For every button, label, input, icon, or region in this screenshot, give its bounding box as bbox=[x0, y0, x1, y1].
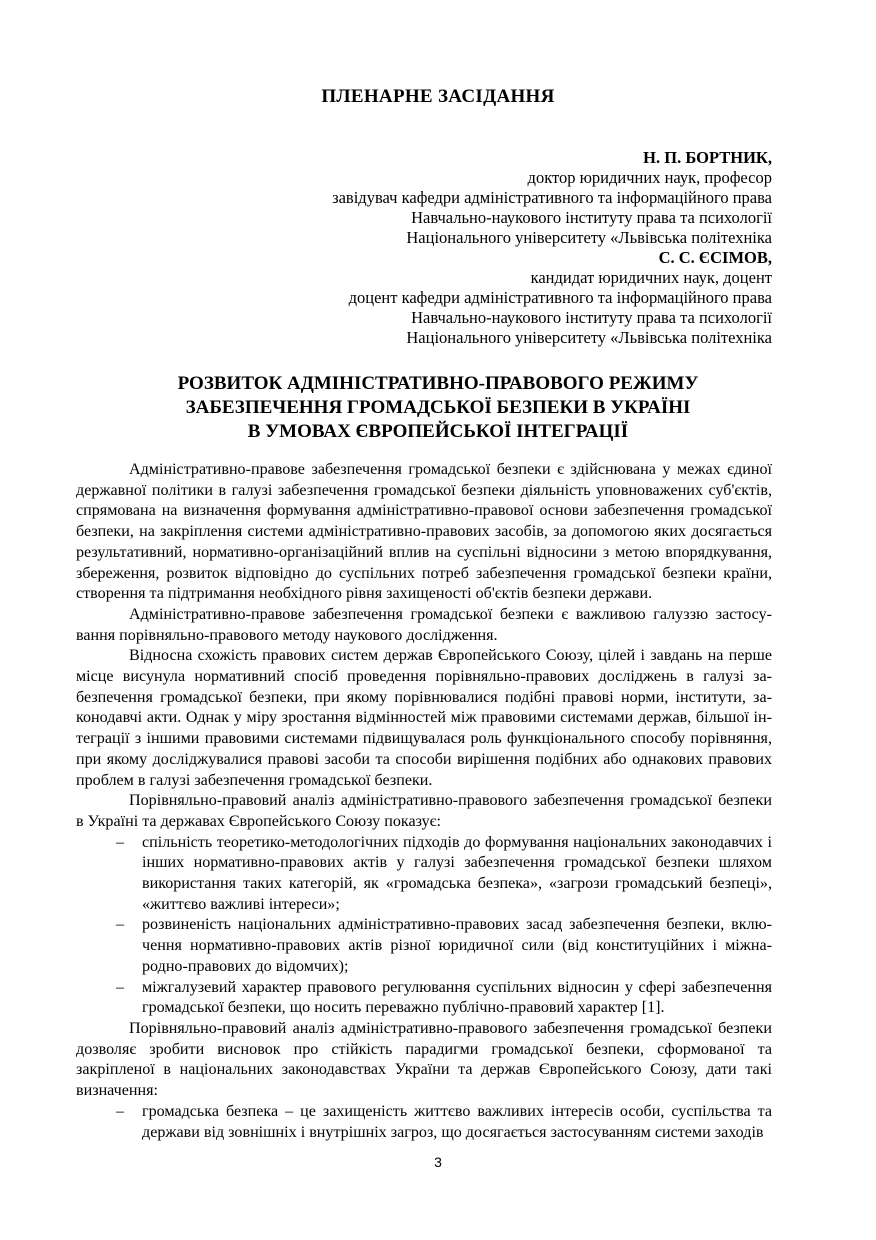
authors-block bbox=[332, 148, 772, 348]
page-number: 3 bbox=[434, 1154, 442, 1170]
dash-marker: – bbox=[116, 1102, 125, 1120]
author-affiliation-line: Національного університету «Львівська політехніка bbox=[406, 228, 772, 247]
list-item-text: громадська безпека – це захищеність життєво важливих інтересів особи, суспільства та держави від зовнішніх і внутрішніх загроз, що досягається застосуванням системи заходів bbox=[142, 1102, 772, 1141]
author-affiliation-line: доцент кафедри адміністративного та інформаційного права bbox=[348, 288, 772, 307]
author-affiliation-line: Навчально-наукового інституту права та психології bbox=[411, 208, 772, 227]
list-item bbox=[76, 833, 772, 916]
paragraph: Порівняльно-правовий аналіз адміністративно-правового забезпечення громадської безпеки в Україні та державах Європейського Союзу показує: bbox=[76, 792, 772, 830]
author-affiliation-line: завідувач кафедри адміністративного та інформаційного права bbox=[332, 188, 772, 207]
author-affiliation-line: Навчально-наукового інституту права та психології bbox=[411, 308, 772, 327]
paragraph: Адміністративно-правове забезпечення громадської безпеки є важливою галуззю застосування порівняльно-правового методу наукового дослідження. bbox=[76, 605, 772, 644]
dash-marker: – bbox=[116, 978, 125, 996]
author-name: Н. П. БОРТНИК, bbox=[643, 148, 772, 167]
bullet-list bbox=[76, 833, 772, 1019]
paper-title bbox=[0, 372, 876, 444]
author-affiliation-line: Національного університету «Львівська політехніка bbox=[406, 328, 772, 347]
body-text bbox=[76, 460, 772, 1143]
list-item bbox=[76, 978, 772, 1019]
dash-marker: – bbox=[116, 833, 125, 851]
paragraph: Відносна схожість правових систем держав Європейського Союзу, цілей і завдань на перше місце висунула нормативний спосіб проведення порівняльно-правових досліджень в галузі забезпечення громадської безпеки, при якому порівнювалися подібні правові норми, інститути, законодавчі акти. Однак у міру зростання відмінностей між правовими системами держав, більшої інтеграції з іншими правовими системами підвищувалася роль функціонального способу порівняння, при якому досліджувалися правові засоби та способи вирішення подібних або однакових правових проблем в галузі забезпечення громадської безпеки. bbox=[76, 647, 772, 789]
author-affiliation-line: кандидат юридичних наук, доцент bbox=[530, 268, 772, 287]
paper-title-line: В УМОВАХ ЄВРОПЕЙСЬКОЇ ІНТЕГРАЦІЇ bbox=[247, 421, 629, 442]
section-title: ПЛЕНАРНЕ ЗАСІДАННЯ bbox=[321, 86, 555, 107]
list-item-text: спільність теоретико-методологічних підходів до формування національних законодавчих і інших нормативно-правових актів у галузі забезпечення громадської безпеки шляхом використання таких категорій, як «громадська безпека», «загрози громадський безпеці», «життєво важливі інтереси»; bbox=[142, 833, 772, 913]
list-item bbox=[76, 1102, 772, 1143]
paper-title-line: ЗАБЕЗПЕЧЕННЯ ГРОМАДСЬКОЇ БЕЗПЕКИ В УКРАЇНІ bbox=[185, 397, 691, 418]
author-name: С. С. ЄСІМОВ, bbox=[658, 248, 772, 267]
paper-title-line: РОЗВИТОК АДМІНІСТРАТИВНО-ПРАВОВОГО РЕЖИМУ bbox=[177, 373, 699, 394]
dash-marker: – bbox=[116, 916, 125, 934]
list-item-text: розвиненість національних адміністративно-правових засад забезпечення безпеки, включення нормативно-правових актів різної юридичної сили (від конституційних і міжнародно-правових до відомчих); bbox=[142, 916, 772, 975]
list-item bbox=[76, 915, 772, 977]
paragraph: Адміністративно-правове забезпечення громадської безпеки є здійснювана у межах єдиної державної політики в галузі забезпечення громадської безпеки діяльність уповноважених суб'єктів, спрямована на визначення формування адміністративно-правової основи забезпечення громадської безпеки, на закріплення системи адміністративно-правових засобів, за допомогою яких досягається результативний, нормативно-організаційний вплив на суспільні відносини з метою впорядкування, збереження, розвиток відповідно до суспільних потреб забезпечення громадської безпеки країни, створення та підтримання необхідного рівня захищеності об'єктів безпеки держави. bbox=[76, 461, 772, 603]
list-item-text: міжгалузевий характер правового регулювання суспільних відносин у сфері забезпечення громадської безпеки, що носить переважно публічно-правовий характер [1]. bbox=[142, 978, 772, 1017]
bullet-list bbox=[76, 1102, 772, 1143]
author-affiliation-line: доктор юридичних наук, професор bbox=[527, 168, 772, 187]
paragraph: Порівняльно-правовий аналіз адміністративно-правового забезпечення громадської безпеки дозволяє зробити висновок про стійкість парадигми громадської безпеки, сформованої та закріпленої в національних законодавствах України та держав Європейського Союзу, дати такі визначення: bbox=[76, 1019, 772, 1100]
